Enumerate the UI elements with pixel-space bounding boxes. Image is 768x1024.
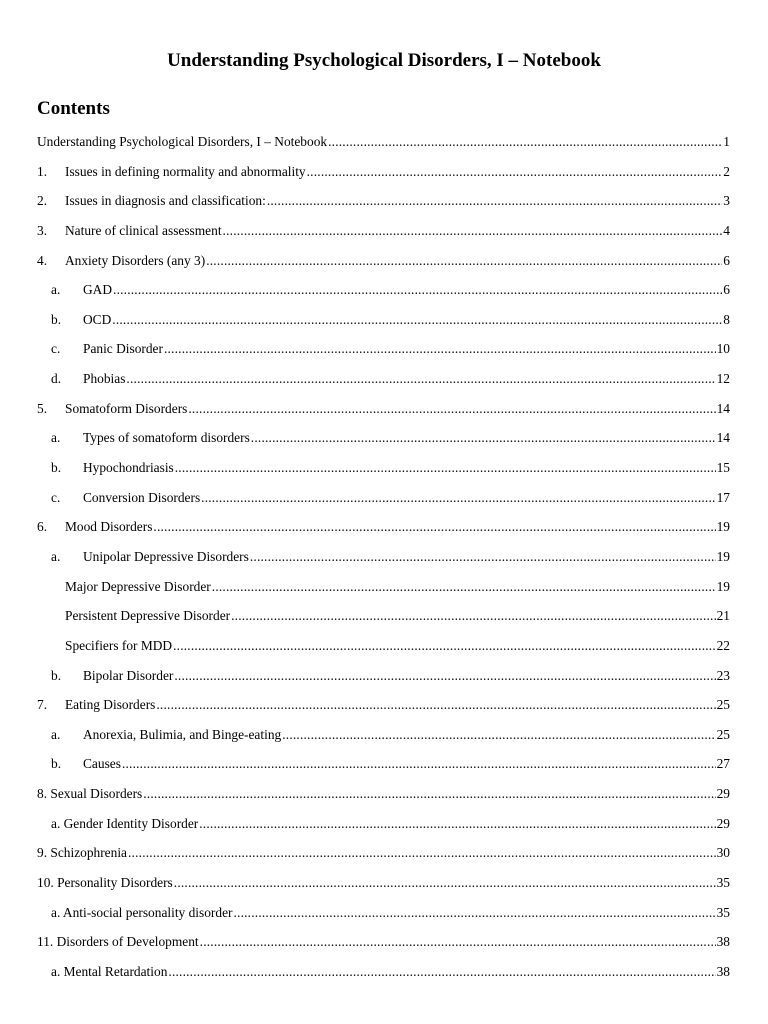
- toc-entry-number: c.: [51, 489, 61, 505]
- toc-entry-number: b.: [51, 667, 62, 683]
- toc-entry-label[interactable]: Bipolar Disorder: [83, 667, 174, 683]
- toc-page-number[interactable]: 19: [716, 578, 730, 594]
- toc-dot-leader: [250, 546, 716, 568]
- toc-entry-number: 7.: [37, 697, 48, 713]
- toc-page-number[interactable]: 22: [716, 637, 730, 653]
- toc-page-number[interactable]: 1: [723, 134, 730, 149]
- toc-entry-label[interactable]: 10. Personality Disorders: [37, 875, 173, 891]
- toc-entry-heading: [0, 665, 173, 687]
- toc-entry-label[interactable]: Specifiers for MDD: [65, 637, 173, 653]
- toc-entry[interactable]: [0, 279, 768, 309]
- toc-entry[interactable]: [0, 605, 768, 635]
- toc-entry-label[interactable]: Conversion Disorders: [83, 489, 201, 505]
- toc-entry[interactable]: [0, 309, 768, 339]
- toc-entry[interactable]: [0, 131, 768, 161]
- toc-entry[interactable]: [0, 665, 768, 695]
- toc-page-number[interactable]: 17: [716, 489, 730, 505]
- toc-entry-label[interactable]: 8. Sexual Disorders: [37, 786, 143, 802]
- toc-entry-label[interactable]: Major Depressive Disorder: [65, 578, 211, 594]
- toc-entry[interactable]: [0, 902, 768, 932]
- toc-entry-heading: [0, 131, 327, 153]
- toc-entry-heading: [0, 427, 250, 449]
- toc-entry-number: 6.: [37, 519, 48, 535]
- toc-entry-label[interactable]: Issues in defining normality and abnormality: [65, 163, 306, 179]
- toc-entry-heading: [0, 250, 205, 272]
- toc-dot-leader: [199, 813, 715, 835]
- toc-entry[interactable]: [0, 694, 768, 724]
- toc-entry-heading: [0, 546, 249, 568]
- toc-entry[interactable]: [0, 753, 768, 783]
- toc-dot-leader: [212, 576, 716, 598]
- toc-entry-label[interactable]: Types of somatoform disorders: [83, 430, 250, 446]
- toc-dot-leader: [174, 872, 716, 894]
- toc-page-number[interactable]: 8: [723, 311, 730, 327]
- toc-page-number[interactable]: 25: [716, 726, 730, 742]
- toc-dot-leader: [307, 161, 723, 183]
- toc-entry-label[interactable]: a. Mental Retardation: [51, 963, 168, 979]
- toc-page-number[interactable]: 6: [723, 252, 730, 268]
- toc-entry-label[interactable]: Nature of clinical assessment: [65, 222, 222, 238]
- toc-entry-label[interactable]: Eating Disorders: [65, 697, 156, 713]
- toc-page-number[interactable]: 19: [716, 548, 730, 564]
- toc-entry-heading: [0, 279, 112, 301]
- toc-page-number[interactable]: 10: [716, 341, 730, 357]
- toc-entry-number: a.: [51, 282, 61, 298]
- toc-page-number[interactable]: 30: [716, 845, 730, 861]
- toc-dot-leader: [223, 220, 723, 242]
- toc-entry-label[interactable]: GAD: [83, 282, 113, 298]
- toc-entry-number: c.: [51, 341, 61, 357]
- toc-entry[interactable]: [0, 516, 768, 546]
- toc-entry-number: 2.: [37, 193, 48, 209]
- toc-entry-heading: [0, 931, 199, 953]
- toc-page-number[interactable]: 14: [716, 400, 730, 416]
- toc-entry-number: a.: [51, 726, 61, 742]
- toc-page-number[interactable]: 2: [723, 163, 730, 179]
- toc-entry-heading: [0, 842, 127, 864]
- toc-entry-heading: [0, 961, 167, 983]
- toc-entry-label[interactable]: Understanding Psychological Disorders, I – Notebook: [37, 134, 328, 149]
- toc-entry-heading: [0, 753, 121, 775]
- toc-entry-label[interactable]: Anorexia, Bulimia, and Binge-eating: [83, 726, 282, 742]
- toc-dot-leader: [156, 694, 715, 716]
- toc-dot-leader: [328, 131, 722, 153]
- toc-entry-heading: [0, 724, 281, 746]
- toc-dot-leader: [126, 368, 715, 390]
- toc-dot-leader: [173, 635, 716, 657]
- toc-entry-heading: [0, 783, 142, 805]
- toc-entry[interactable]: [0, 546, 768, 576]
- toc-page-number[interactable]: 38: [716, 934, 730, 950]
- toc-entry-label[interactable]: Anxiety Disorders (any 3): [65, 252, 206, 268]
- toc-entry-label[interactable]: Issues in diagnosis and classification:: [65, 193, 266, 209]
- toc-entry[interactable]: [0, 250, 768, 280]
- toc-dot-leader: [128, 842, 716, 864]
- toc-entry[interactable]: [0, 635, 768, 665]
- document-title: Understanding Psychological Disorders, I – Notebook: [167, 50, 601, 71]
- toc-entry[interactable]: [0, 813, 768, 843]
- toc-entry-heading: [0, 398, 187, 420]
- toc-entry[interactable]: [0, 842, 768, 872]
- toc-dot-leader: [267, 190, 722, 212]
- toc-entry[interactable]: [0, 576, 768, 606]
- toc-entry-number: a.: [51, 430, 61, 446]
- toc-entry-label[interactable]: a. Anti-social personality disorder: [51, 904, 233, 920]
- toc-page-number[interactable]: 29: [716, 786, 730, 802]
- toc-page-number[interactable]: 4: [723, 222, 730, 238]
- toc-entry-number: d.: [51, 371, 62, 387]
- toc-dot-leader: [112, 309, 722, 331]
- toc-dot-leader: [251, 427, 716, 449]
- toc-entry-number: a.: [51, 548, 61, 564]
- toc-entry-number: b.: [51, 756, 62, 772]
- toc-entry-heading: [0, 457, 174, 479]
- toc-dot-leader: [231, 605, 715, 627]
- toc-page-number[interactable]: 29: [716, 815, 730, 831]
- toc-entry-label[interactable]: Unipolar Depressive Disorders: [83, 548, 249, 564]
- toc-dot-leader: [188, 398, 715, 420]
- toc-page-number[interactable]: 12: [716, 371, 730, 387]
- toc-entry[interactable]: [0, 427, 768, 457]
- toc-entry-number: 5.: [37, 400, 48, 416]
- toc-page-number[interactable]: 27: [716, 756, 730, 772]
- toc-entry[interactable]: [0, 338, 768, 368]
- toc-dot-leader: [233, 902, 715, 924]
- table-of-contents: [0, 131, 768, 991]
- toc-entry-label[interactable]: Hypochondriasis: [83, 460, 174, 476]
- toc-entry-heading: [0, 902, 232, 924]
- toc-entry-number: b.: [51, 311, 62, 327]
- toc-entry[interactable]: [0, 724, 768, 754]
- toc-page-number[interactable]: 23: [716, 667, 730, 683]
- toc-page-number[interactable]: 15: [716, 460, 730, 476]
- toc-dot-leader: [122, 753, 716, 775]
- toc-entry-label[interactable]: Somatoform Disorders: [65, 400, 188, 416]
- toc-page-number[interactable]: 35: [716, 875, 730, 891]
- toc-entry-heading: [0, 338, 163, 360]
- toc-dot-leader: [200, 931, 716, 953]
- toc-entry-label[interactable]: OCD: [83, 311, 112, 327]
- toc-dot-leader: [175, 457, 716, 479]
- toc-entry-heading: [0, 220, 222, 242]
- toc-entry[interactable]: [0, 368, 768, 398]
- toc-entry[interactable]: [0, 398, 768, 428]
- toc-entry-heading: [0, 368, 125, 390]
- toc-dot-leader: [168, 961, 715, 983]
- toc-entry-label[interactable]: Causes: [83, 756, 121, 772]
- toc-page-number[interactable]: 25: [716, 697, 730, 713]
- toc-dot-leader: [143, 783, 715, 805]
- toc-entry-number: 3.: [37, 222, 48, 238]
- toc-page-number[interactable]: 6: [723, 282, 730, 298]
- toc-entry-heading: [0, 516, 152, 538]
- toc-entry-heading: [0, 487, 200, 509]
- toc-entry-label[interactable]: Mood Disorders: [65, 519, 153, 535]
- toc-page-number[interactable]: 38: [716, 963, 730, 979]
- toc-entry-heading: [0, 309, 111, 331]
- toc-entry-heading: [0, 605, 230, 627]
- toc-page-number[interactable]: 21: [716, 608, 730, 624]
- toc-entry-heading: [0, 694, 155, 716]
- toc-dot-leader: [164, 338, 716, 360]
- toc-entry[interactable]: [0, 931, 768, 961]
- toc-entry-heading: [0, 872, 173, 894]
- toc-entry-label[interactable]: Persistent Depressive Disorder: [65, 608, 231, 624]
- contents-heading: Contents: [37, 98, 110, 119]
- toc-entry-heading: [0, 576, 211, 598]
- toc-entry[interactable]: [0, 783, 768, 813]
- toc-entry-heading: [0, 161, 306, 183]
- toc-entry-heading: [0, 813, 198, 835]
- toc-entry[interactable]: [0, 487, 768, 517]
- toc-entry-label[interactable]: Panic Disorder: [83, 341, 163, 357]
- toc-entry[interactable]: [0, 190, 768, 220]
- toc-dot-leader: [113, 279, 722, 301]
- toc-dot-leader: [174, 665, 715, 687]
- toc-entry[interactable]: [0, 457, 768, 487]
- toc-dot-leader: [206, 250, 722, 272]
- toc-entry[interactable]: [0, 220, 768, 250]
- toc-entry[interactable]: [0, 161, 768, 191]
- toc-page-number[interactable]: 14: [716, 430, 730, 446]
- toc-page-number[interactable]: 35: [716, 904, 730, 920]
- toc-entry-label[interactable]: a. Gender Identity Disorder: [51, 815, 199, 831]
- toc-entry-number: 1.: [37, 163, 48, 179]
- toc-dot-leader: [153, 516, 715, 538]
- toc-entry[interactable]: [0, 872, 768, 902]
- toc-entry-label[interactable]: 9. Schizophrenia: [37, 845, 127, 861]
- toc-entry-label[interactable]: 11. Disorders of Development: [37, 934, 199, 950]
- toc-page-number[interactable]: 19: [716, 519, 730, 535]
- toc-entry-heading: [0, 190, 266, 212]
- toc-page-number[interactable]: 3: [723, 193, 730, 209]
- toc-dot-leader: [201, 487, 715, 509]
- toc-entry-number: b.: [51, 460, 62, 476]
- toc-entry[interactable]: [0, 961, 768, 991]
- toc-entry-label[interactable]: Phobias: [83, 371, 126, 387]
- toc-dot-leader: [282, 724, 715, 746]
- toc-entry-heading: [0, 635, 172, 657]
- toc-entry-number: 4.: [37, 252, 48, 268]
